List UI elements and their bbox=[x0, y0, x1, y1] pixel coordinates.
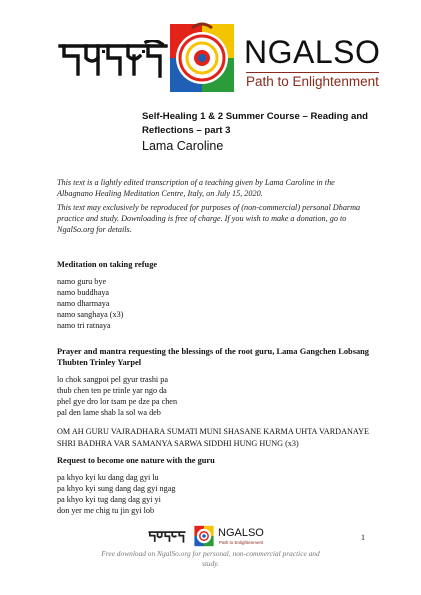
mantra-text: OM AH GURU VAJRADHARA SUMATI MUNI SHASANE KARMA UHTA VARDANAYE SHRI BADHRA VAR SAMANYA SARWA SIDDHI HUNG HUNG (x3) bbox=[57, 427, 369, 448]
intro-text bbox=[57, 177, 369, 238]
brand-tagline: Path to Enlightenment bbox=[246, 74, 379, 89]
verse-line: lo chok sangpoi pel gyur trashi pa bbox=[57, 375, 168, 384]
brand-name: NGALSO bbox=[218, 527, 264, 539]
verse-line: namo guru bye bbox=[57, 277, 107, 286]
section-heading: Prayer and mantra requesting the blessings of the root guru, Lama Gangchen Lobsang Thubten Trinley Yarpel bbox=[57, 347, 369, 367]
refuge-section bbox=[57, 259, 369, 331]
tibetan-script-logo bbox=[58, 40, 168, 80]
title-block bbox=[142, 110, 402, 153]
ngalso-emblem bbox=[194, 524, 214, 548]
verse-line: phel gye dro lor tsam pe dze pa chen bbox=[57, 397, 178, 406]
verse-line: namo dharmaya bbox=[57, 299, 110, 308]
intro-paragraph: This text is a lightly edited transcription of a teaching given by Lama Caroline in the Albagnano Healing Meditation Centre, Italy, on July 15, 2020. bbox=[57, 178, 335, 198]
course-title: Self-Healing 1 & 2 Summer Course – Reading and Reflections – part 3 bbox=[142, 111, 369, 136]
footer-note: Free download on NgalSo.org for personal, non-commercial practice and study. bbox=[101, 549, 320, 568]
verse-line: namo sanghaya (x3) bbox=[57, 310, 124, 319]
oneness-section bbox=[57, 455, 369, 516]
section-heading: Meditation on taking refuge bbox=[57, 260, 158, 269]
ngalso-emblem bbox=[170, 18, 234, 98]
footer-logo bbox=[142, 524, 282, 548]
author-name: Lama Caroline bbox=[142, 139, 224, 153]
intro-paragraph: This text may exclusively be reproduced for purposes of (non-commercial) personal Dharma practice and study. Downloading is free of charge. If you wish to make a donation, go to NgalSo.org for details. bbox=[57, 203, 361, 234]
section-heading: Request to become one nature with the guru bbox=[57, 456, 215, 465]
verse-line: pa khyo kyi tug dang dag gyi yi bbox=[57, 495, 161, 504]
verse-line: namo buddhaya bbox=[57, 288, 110, 297]
verse-line: pa khyo kyi sung dang dag gyi ngag bbox=[57, 484, 176, 493]
verse-line: don yer me chig tu jin gyi lob bbox=[57, 506, 155, 515]
verse-line: namo tri ratnaya bbox=[57, 321, 111, 330]
header-logo bbox=[58, 18, 381, 98]
verse-line: pal den lame shab la sol wa deb bbox=[57, 408, 161, 417]
page-number: 1 bbox=[361, 533, 365, 542]
prayer-section bbox=[57, 346, 369, 449]
brand-tagline: Path to Enlightenment bbox=[219, 540, 264, 545]
verse-line: thub chen ten pe trinle yar ngo da bbox=[57, 386, 167, 395]
brand-name: NGALSO bbox=[244, 34, 381, 70]
verse-line: pa khyo kyi ku dang dag gyi lu bbox=[57, 473, 159, 482]
tibetan-script-logo bbox=[142, 530, 192, 544]
